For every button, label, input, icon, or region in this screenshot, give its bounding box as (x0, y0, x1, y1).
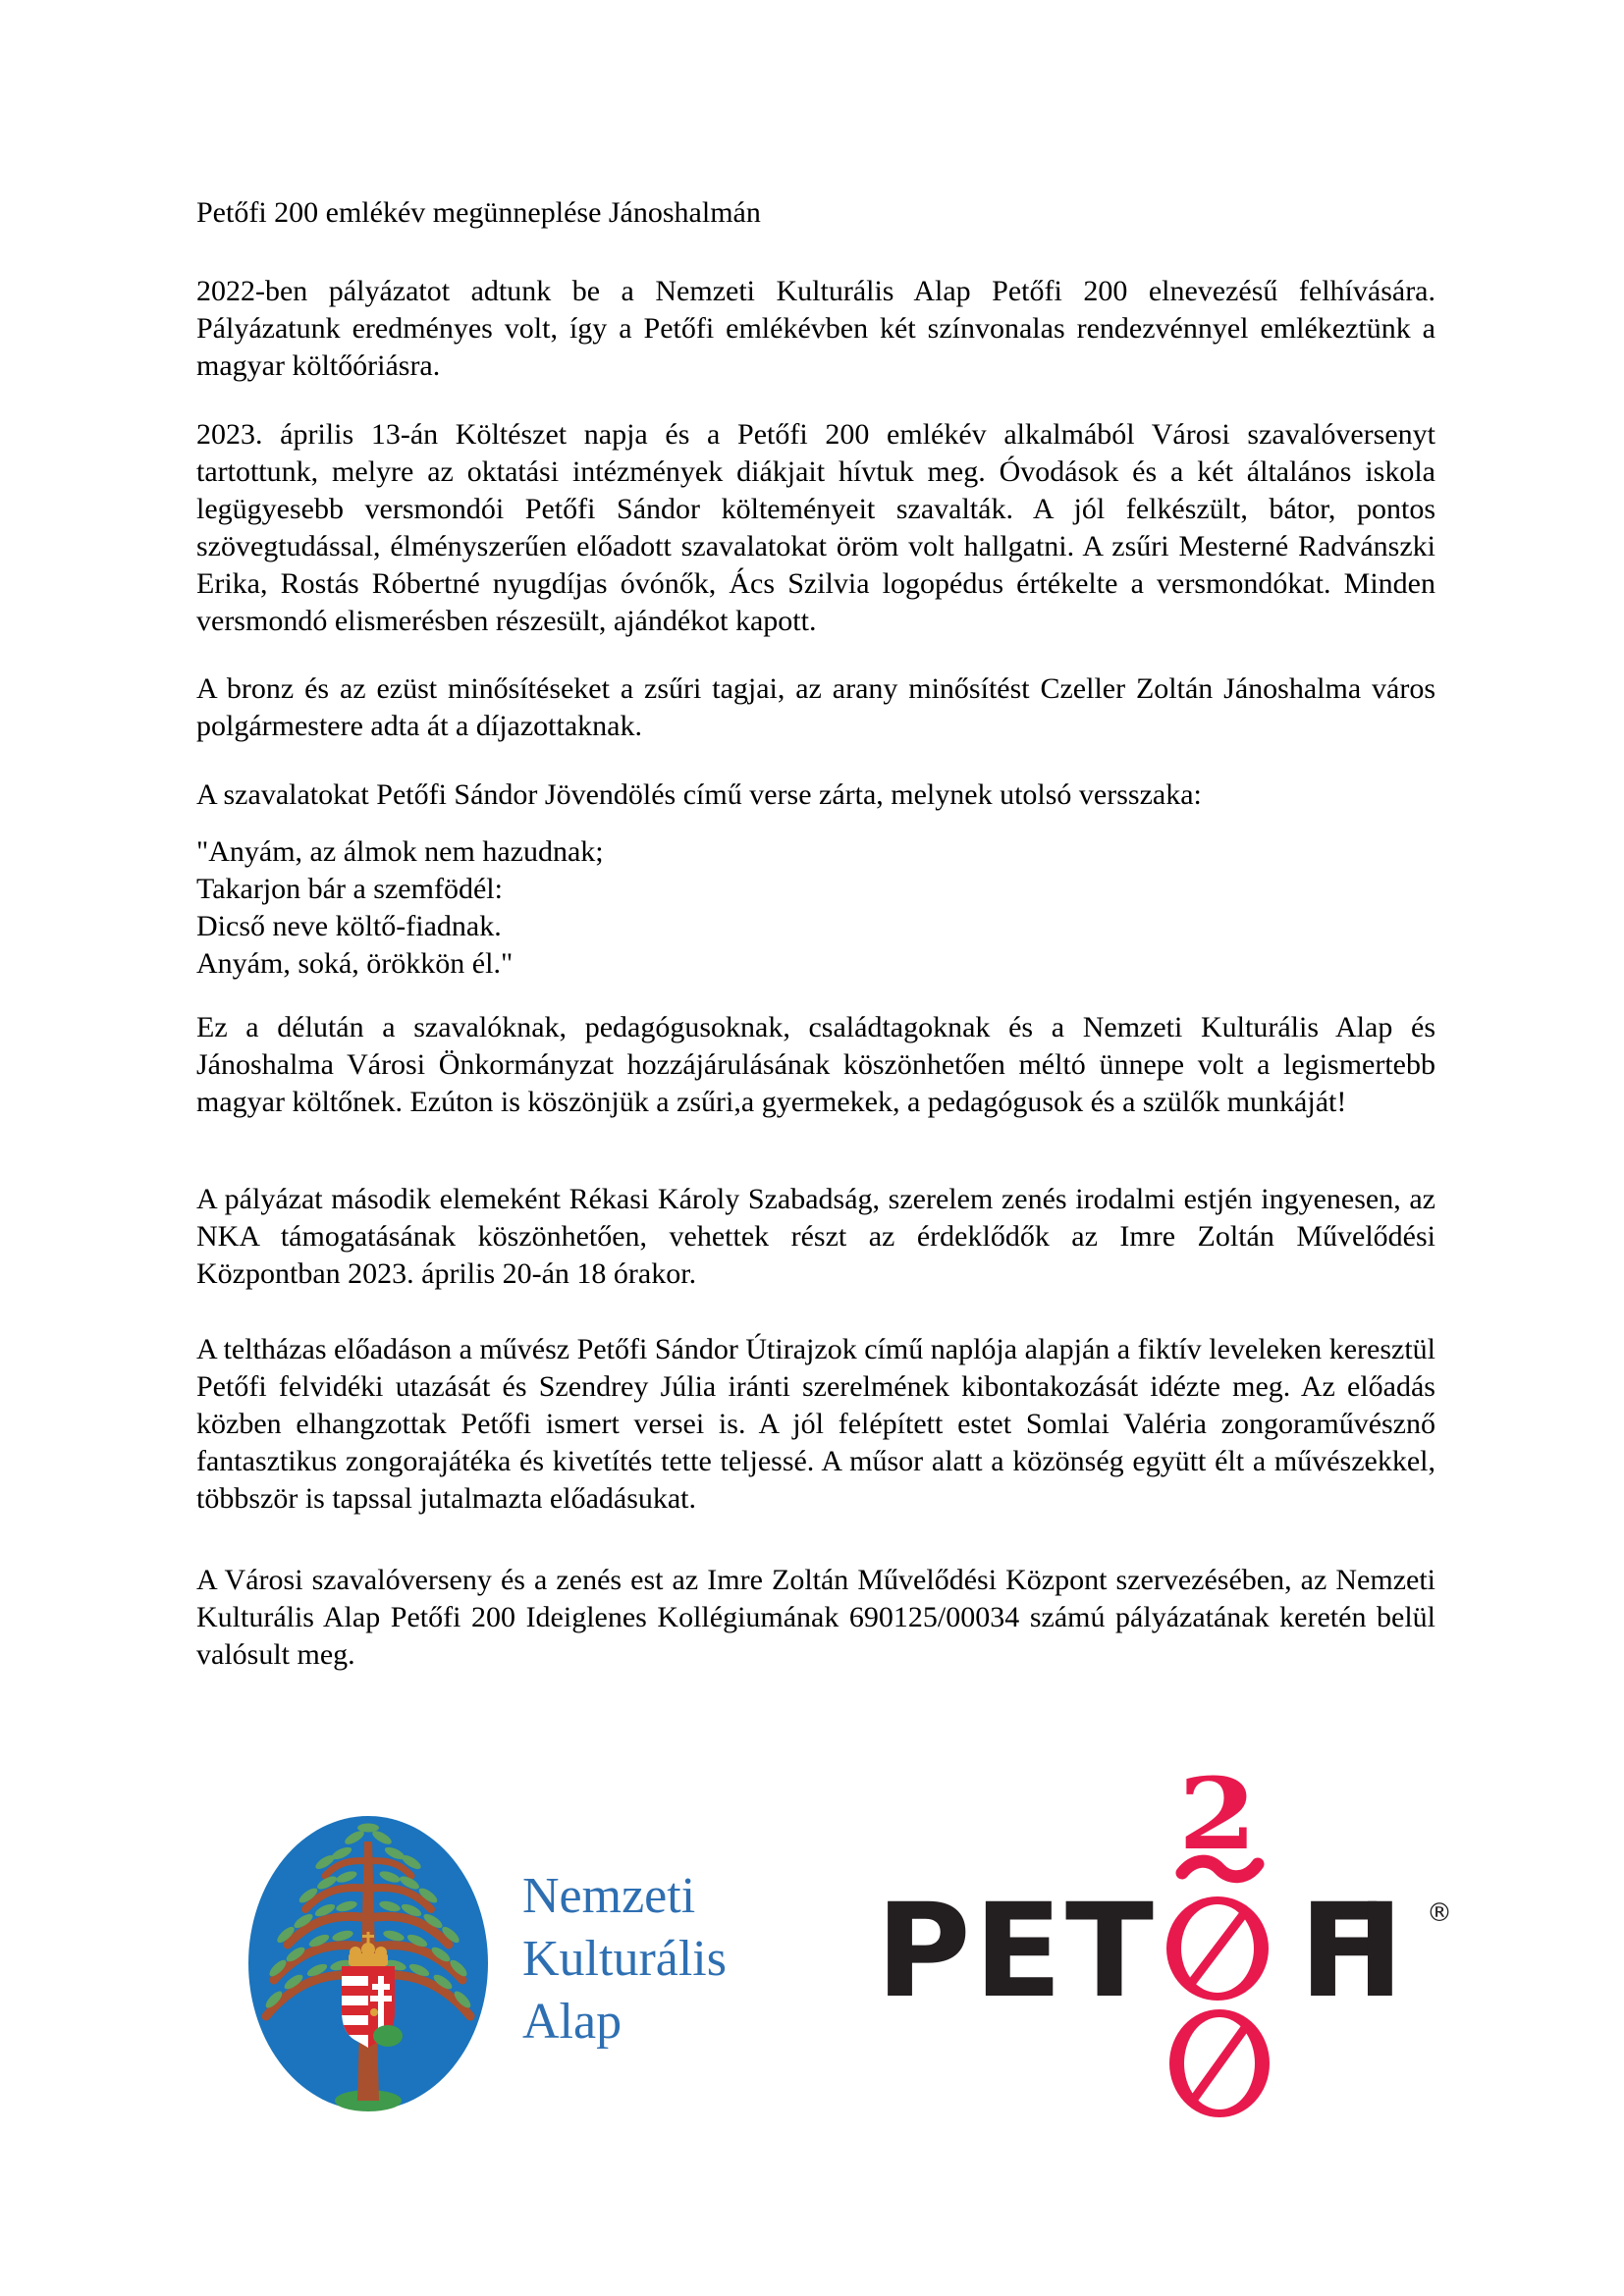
body-paragraph: 2022-ben pályázatot adtunk be a Nemzeti Kulturális Alap Petőfi 200 elnevezésű felhívására. Pályázatunk eredményes volt, így a Petőfi emlékévben két színvonalas rendezvénnyel emlékeztünk a magyar költőóriásra. (196, 275, 1435, 382)
body-paragraph: Ez a délután a szavalóknak, pedagógusoknak, családtagoknak és a Nemzeti Kulturális Alap és Jánoshalma Városi Önkormányzat hozzájárulásának köszönhetően méltó ünnepe volt a legismertebb magyar költőnek. Ezúton is köszönjük a zsűri,a gyermekek, a pedagógusok és a szülők munkáját! (196, 1011, 1435, 1118)
body-paragraph: A bronz és az ezüst minősítéseket a zsűri tagjai, az arany minősítést Czeller Zoltán Jánoshalma város polgármestere adta át a díjazottaknak. (196, 672, 1435, 742)
petofi-logo-fi: FI (1299, 1876, 1404, 2027)
poem-line: Anyám, soká, örökkön él." (196, 947, 514, 980)
tree-branches (266, 1861, 470, 2016)
body-paragraph: 2023. április 13-án Költészet napja és a Petőfi 200 emlékév alkalmából Városi szavalóversenyt tartottunk, melyre az oktatási intézmények diákjait hívtuk meg. Óvodások és a két általános iskola legügyesebb versmondói Petőfi Sándor költeményeit szavalták. A jól felkészült, bátor, pontos szövegtudással, élményszerűen előadott szavalatokat öröm volt hallgatni. A zsűri Mesterné Radvánszki Erika, Rostás Róbertné nyugdíjas óvónők, Ács Szilvia logopédus értékelte a versmondókat. Minden versmondó elismerésben részesült, ajándékot kapott. (196, 418, 1435, 637)
petofi-logo-tilde (1182, 1861, 1258, 1877)
nka-logo-text (522, 1865, 727, 2054)
petofi-logo-pet: PET (876, 1876, 1154, 2027)
nka-logo-line: Nemzeti (522, 1868, 696, 1924)
body-paragraph: A szavalatokat Petőfi Sándor Jövendölés című verse zárta, melynek utolsó versszaka: (196, 778, 1202, 811)
nka-logo-icon (248, 1816, 488, 2111)
petofi-200-logo (864, 1767, 1473, 2140)
petofi-logo-slashed-zero-middle (1166, 1896, 1269, 2001)
registered-trademark-icon: ® (1427, 1898, 1452, 1928)
poem-line: Dicső neve költő-fiadnak. (196, 910, 502, 942)
nka-oval (248, 1816, 488, 2110)
petofi-logo-digit-2: 2 (1178, 1767, 1257, 1872)
hungarian-coat-of-arms (342, 1932, 403, 2055)
nka-logo-line: Kulturális (522, 1931, 727, 1987)
tree-trunk (357, 1842, 379, 2101)
tree-mound (335, 2090, 402, 2111)
body-paragraph: A Városi szavalóverseny és a zenés est az Imre Zoltán Művelődési Központ szervezésében, az Nemzeti Kulturális Alap Petőfi 200 Ideiglenes Kollégiumának 690125/00034 számú pályázatának keretén belül valósult meg. (196, 1564, 1435, 1671)
tree-leaves (263, 1824, 473, 2011)
document-body (196, 0, 1435, 1674)
page-title: Petőfi 200 emlékév megünneplése Jánoshalmán (196, 196, 761, 229)
poem-line: "Anyám, az álmok nem hazudnak; (196, 835, 604, 868)
poem-block (196, 833, 1435, 983)
nka-logo-line: Alap (522, 1994, 623, 2050)
body-paragraph: A pályázat második elemeként Rékasi Károly Szabadság, szerelem zenés irodalmi estjén ingyenesen, az NKA támogatásának köszönhetően, vehettek részt az érdeklődők az Imre Zoltán Művelődési Központban 2023. április 20-án 18 órakor. (196, 1183, 1435, 1290)
petofi-logo-slashed-zero-bottom (1169, 2009, 1270, 2117)
body-paragraph: A teltházas előadáson a művész Petőfi Sándor Útirajzok című naplója alapján a fiktív leveleken keresztül Petőfi felvidéki utazását és Szendrey Júlia iránti szerelmének kibontakozását idézte meg. Az előadás közben elhangzottak Petőfi ismert versei is. A jól felépített estet Somlai Valéria zongoraművésznő fantasztikus zongorajátéka és kivetítés tette teljessé. A műsor alatt a közönség együtt élt a művészekkel, többször is tapssal jutalmazta előadásukat. (196, 1333, 1435, 1515)
poem-line: Takarjon bár a szemfödél: (196, 873, 503, 905)
